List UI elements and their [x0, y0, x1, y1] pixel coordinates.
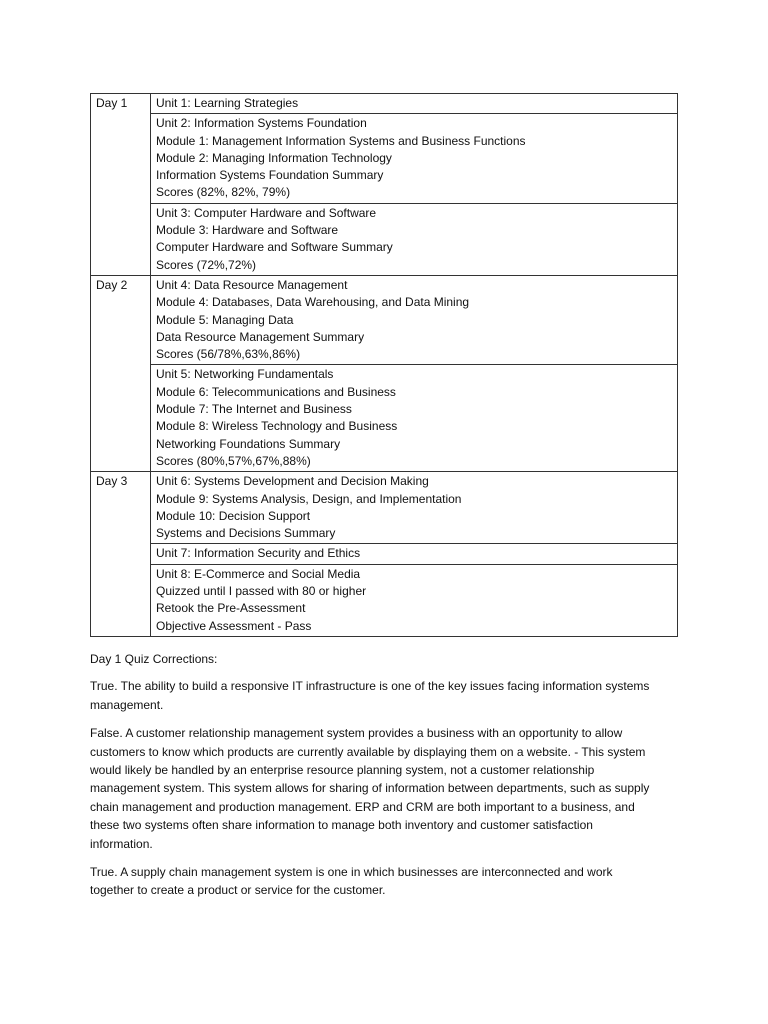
table-row — [91, 203, 678, 275]
cell-line: Module 6: Telecommunications and Business — [156, 384, 396, 399]
unit-cell — [151, 203, 678, 275]
cell-line: Module 5: Managing Data — [156, 312, 294, 327]
cell-line: Module 9: Systems Analysis, Design, and Implementation — [156, 491, 462, 506]
table-row — [91, 472, 678, 544]
cell-line: Unit 3: Computer Hardware and Software — [156, 205, 377, 220]
cell-line: Unit 5: Networking Fundamentals — [156, 367, 334, 382]
cell-line: Systems and Decisions Summary — [156, 526, 336, 541]
correction-paragraph: True. The ability to build a responsive IT infrastructure is one of the key issues facing information systems management. — [90, 679, 650, 712]
day-label: Day 1 — [91, 94, 151, 276]
cell-line: Scores (56/78%,63%,86%) — [156, 347, 301, 362]
quiz-corrections-section — [90, 650, 650, 910]
cell-line: Scores (80%,57%,67%,88%) — [156, 453, 311, 468]
table-row — [91, 365, 678, 472]
unit-cell — [151, 94, 678, 114]
day-label: Day 2 — [91, 275, 151, 471]
cell-line: Module 4: Databases, Data Warehousing, and Data Mining — [156, 295, 470, 310]
unit-cell — [151, 365, 678, 472]
unit-cell — [151, 472, 678, 544]
cell-line: Data Resource Management Summary — [156, 329, 365, 344]
cell-line: Information Systems Foundation Summary — [156, 168, 384, 183]
table-row — [91, 94, 678, 114]
table-row — [91, 114, 678, 203]
day-label: Day 3 — [91, 472, 151, 637]
cell-line: Unit 1: Learning Strategies — [156, 96, 299, 110]
table-row — [91, 275, 678, 364]
cell-line: Module 7: The Internet and Business — [156, 402, 352, 417]
correction-paragraph: True. A supply chain management system is one in which businesses are interconnected and work together to create a product or service for the customer. — [90, 865, 613, 898]
cell-line: Objective Assessment - Pass — [156, 618, 312, 633]
cell-line: Unit 8: E-Commerce and Social Media — [156, 566, 361, 581]
cell-line: Quizzed until I passed with 80 or higher — [156, 584, 367, 599]
cell-line: Retook the Pre-Assessment — [156, 601, 306, 616]
cell-line: Unit 6: Systems Development and Decision Making — [156, 474, 429, 489]
table-row — [91, 544, 678, 564]
cell-line: Module 8: Wireless Technology and Business — [156, 419, 398, 434]
cell-line: Unit 2: Information Systems Foundation — [156, 116, 367, 131]
unit-cell — [151, 544, 678, 564]
cell-line: Scores (82%, 82%, 79%) — [156, 185, 291, 200]
unit-cell — [151, 114, 678, 203]
table-row — [91, 564, 678, 636]
cell-line: Computer Hardware and Software Summary — [156, 240, 393, 255]
cell-line: Module 1: Management Information Systems and Business Functions — [156, 133, 526, 148]
section-heading: Day 1 Quiz Corrections: — [90, 652, 218, 666]
cell-line: Networking Foundations Summary — [156, 436, 341, 451]
cell-line: Unit 7: Information Security and Ethics — [156, 546, 361, 561]
cell-line: Module 3: Hardware and Software — [156, 223, 339, 238]
study-schedule-table — [90, 93, 678, 637]
unit-cell — [151, 275, 678, 364]
correction-paragraph: False. A customer relationship management system provides a business with an opportunity to allow customers to know which products are currently available by displaying them on a website. - This system would likely be handled by an enterprise resource planning system, not a customer relationship management system. This system allows for sharing of information between departments, such as supply chain management and production management. ERP and CRM are both important to a business, and these two systems often share information to manage both inventory and customer satisfaction information. — [90, 726, 650, 851]
cell-line: Unit 4: Data Resource Management — [156, 277, 348, 292]
cell-line: Module 10: Decision Support — [156, 508, 311, 523]
cell-line: Scores (72%,72%) — [156, 257, 257, 272]
unit-cell — [151, 564, 678, 636]
cell-line: Module 2: Managing Information Technology — [156, 150, 392, 165]
